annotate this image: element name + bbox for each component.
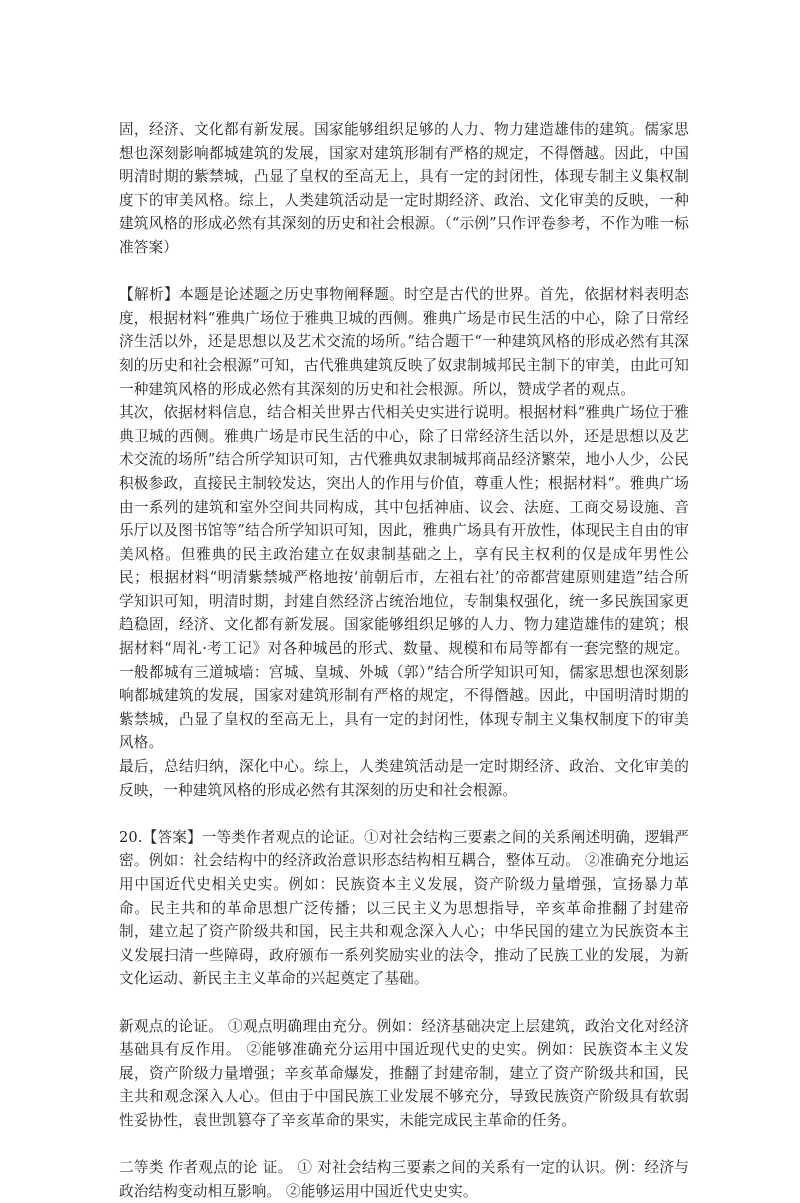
- question-20-new-viewpoint: 新观点的论证。 ①观点明确理由充分。例如：经济基础决定上层建筑，政治文化对经济基础具有反作用。 ②能够准确充分运用中国近现代史的史实。例如：民族资本主义发展，资产阶级力量增强；辛亥革命爆发，推翻了封建帝制，建立了资产阶级共和国，民主共和观念深入人心。但由于中国民族工业发展不够充分，导致民族资产阶级具有软弱性妥协性，袁世凯篡夺了辛亥革命的果实，未能完成民主革命的任务。: [119, 1017, 689, 1129]
- document-body: [119, 118, 689, 1203]
- paragraph-gap: [119, 802, 689, 826]
- paragraph-gap: [119, 991, 689, 1015]
- analysis-paragraph-first: 【解析】本题是论述题之历史事物阐释题。时空是古代的世界。首先，依据材料表明态度，根据材料“雅典广场位于雅典卫城的西侧。雅典广场是市民生活的中心，除了日常经济生活以外，还是思想以及艺术交流的场所。”结合题干“一种建筑风格的形成必然有其深刻的历史和社会根源”可知，古代雅典建筑反映了奴隶制城邦民主制下的审美，由此可知一种建筑风格的形成必然有其深刻的历史和社会根源。所以，赞成学者的观点。: [119, 286, 689, 398]
- paragraph-gap: [119, 260, 689, 284]
- analysis-paragraph-second: 其次，依据材料信息，结合相关世界古代相关史实进行说明。根据材料“雅典广场位于雅典卫城的西侧。雅典广场是市民生活的中心，除了日常经济生活以外，还是思想以及艺术交流的场所”结合所学知识可知，古代雅典奴隶制城邦商品经济繁荣，地小人少，公民积极参政，直接民主制较发达，突出人的作用与价值，尊重人性；根据材料“。雅典广场由一系列的建筑和室外空间共同构成，其中包括神庙、议会、法庭、工商交易设施、音乐厅以及图书馆等”结合所学知识可知，因此，雅典广场具有开放性，体现民主自由的审美风格。但雅典的民主政治建立在奴隶制基础之上，享有民主权利的仅是成年男性公民；根据材料“明清紫禁城严格地按‘前朝后市，左祖右社’的帝都营建原则建造”结合所学知识可知，明清时期，封建自然经济占统治地位，专制集权强化，统一多民族国家更趋稳固，经济、文化都有新发展。国家能够组织足够的人力、物力建造雄伟的建筑；根据材料“周礼·考工记》对各种城邑的形式、数量、规模和布局等都有一套完整的规定。一般都城有三道城墙：宫城、皇城、外城（郭）”结合所学知识可知，儒家思想也深刻影响都城建筑的发展，国家对建筑形制有严格的规定，不得僭越。因此，中国明清时期的紫禁城，凸显了皇权的至高无上，具有一定的封闭性，体现专制主义集权制度下的审美风格。: [119, 404, 689, 752]
- answer-paragraph-continued: 固，经济、文化都有新发展。国家能够组织足够的人力、物力建造雄伟的建筑。儒家思想也深刻影响都城建筑的发展，国家对建筑形制有严格的规定，不得僭越。因此，中国明清时期的紫禁城，凸显了皇权的至高无上，具有一定的封闭性，体现专制主义集权制度下的审美风格。综上，人类建筑活动是一定时期经济、政治、文化审美的反映，一种建筑风格的形成必然有其深刻的历史和社会根源。（“示例”只作评卷参考，不作为唯一标准答案）: [119, 121, 689, 256]
- analysis-paragraph-last: 最后，总结归纳，深化中心。综上，人类建筑活动是一定时期经济、政治、文化审美的反映，一种建筑风格的形成必然有其深刻的历史和社会根源。: [119, 758, 689, 799]
- question-20-answer-grade-one: 20.【答案】一等类作者观点的论证。①对社会结构三要素之间的关系阐述明确，逻辑严密。例如：社会结构中的经济政治意识形态结构相互耦合，整体互动。 ②准确充分地运用中国近代史相关史实。例如：民族资本主义发展，资产阶级力量增强，宣扬暴力革命。民主共和的革命思想广泛传播；以三民主义为思想指导，辛亥革命推翻了封建帝制，建立起了资产阶级共和国，民主共和观念深入人心；中华民国的建立为民族资本主义发展扫清一些障碍，政府颁布一系列奖励实业的法令，推动了民族工业的发展，为新文化运动、新民主主义革命的兴起奠定了基础。: [119, 828, 689, 988]
- question-20-answer-grade-two: 二等类 作者观点的论 证。 ① 对社会结构三要素之间的关系有一定的认识。例：经济与政治结构变动相互影响。 ②能够运用中国近代史史实。: [119, 1159, 689, 1200]
- paragraph-gap: [119, 1133, 689, 1157]
